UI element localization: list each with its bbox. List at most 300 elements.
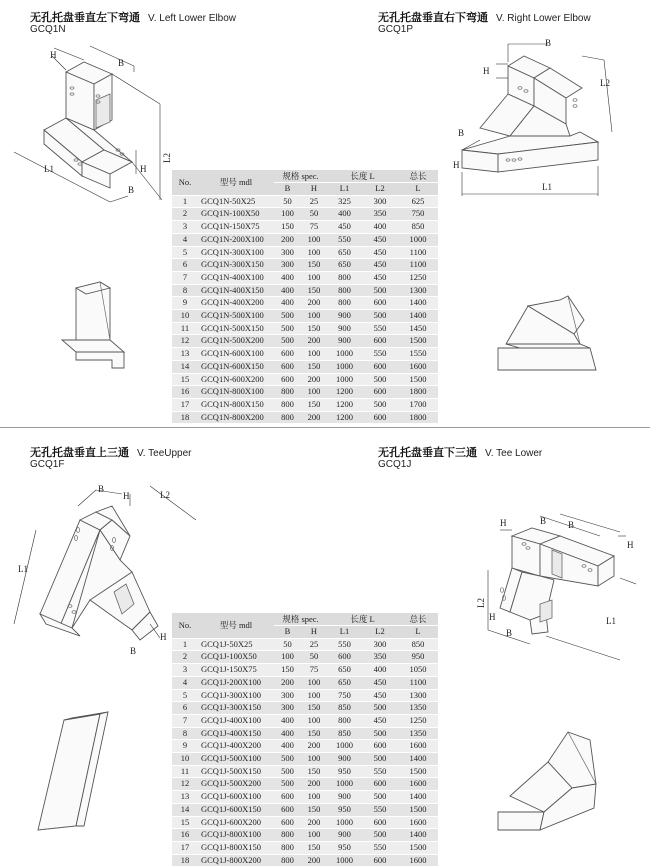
cell-model: GCQ1N-500X100 bbox=[198, 310, 274, 323]
table-row bbox=[172, 778, 438, 791]
cell-h: 100 bbox=[301, 246, 327, 259]
cell-h: 200 bbox=[301, 816, 327, 829]
table-row bbox=[172, 246, 438, 259]
table-row bbox=[172, 284, 438, 297]
cell-h: 150 bbox=[301, 727, 327, 740]
dim-label-h: H bbox=[453, 160, 460, 170]
cell-no: 13 bbox=[172, 348, 198, 361]
cell-model: GCQ1N-500X150 bbox=[198, 322, 274, 335]
cell-l1: 850 bbox=[327, 727, 362, 740]
cell-no: 12 bbox=[172, 335, 198, 348]
dim-label-b: B bbox=[128, 185, 135, 195]
cell-model: GCQ1J-400X200 bbox=[198, 740, 274, 753]
table-row bbox=[172, 753, 438, 766]
cell-h: 150 bbox=[301, 322, 327, 335]
dim-label-l2: L2 bbox=[476, 598, 486, 608]
dim-label-l1: L1 bbox=[606, 616, 616, 626]
cell-b: 50 bbox=[274, 195, 301, 208]
cell-l1: 550 bbox=[327, 638, 362, 651]
tee-upper-sketch bbox=[38, 712, 108, 830]
title-cn: 无孔托盘垂直下三通 bbox=[378, 446, 477, 459]
cell-no: 16 bbox=[172, 829, 198, 842]
cell-total: 1600 bbox=[398, 816, 438, 829]
cell-b: 500 bbox=[274, 335, 301, 348]
cell-l2: 450 bbox=[362, 271, 398, 284]
cell-b: 400 bbox=[274, 297, 301, 310]
cell-l2: 600 bbox=[362, 854, 398, 867]
cell-total: 1100 bbox=[398, 676, 438, 689]
cell-no: 11 bbox=[172, 765, 198, 778]
cell-model: GCQ1J-800X100 bbox=[198, 829, 274, 842]
spec-table-gcq1n bbox=[172, 170, 438, 424]
cell-no: 3 bbox=[172, 221, 198, 234]
cell-b: 200 bbox=[274, 233, 301, 246]
cell-b: 500 bbox=[274, 322, 301, 335]
cell-b: 600 bbox=[274, 373, 301, 386]
cell-l1: 1200 bbox=[327, 398, 362, 411]
table-row bbox=[172, 398, 438, 411]
cell-model: GCQ1N-400X100 bbox=[198, 271, 274, 284]
col-header-l1: L1 bbox=[327, 626, 362, 639]
cell-no: 18 bbox=[172, 411, 198, 424]
cell-l2: 500 bbox=[362, 753, 398, 766]
cell-no: 7 bbox=[172, 271, 198, 284]
cell-h: 200 bbox=[301, 778, 327, 791]
cell-b: 400 bbox=[274, 714, 301, 727]
dim-label-h: H bbox=[140, 164, 147, 174]
product-code: GCQ1J bbox=[378, 459, 412, 470]
cell-total: 1100 bbox=[398, 259, 438, 272]
cell-l2: 550 bbox=[362, 765, 398, 778]
cell-l1: 900 bbox=[327, 310, 362, 323]
dim-label-h: H bbox=[489, 612, 496, 622]
col-header-model: 型号 mdl bbox=[198, 170, 274, 195]
dim-label-b: B bbox=[545, 38, 552, 48]
cell-total: 1350 bbox=[398, 702, 438, 715]
cell-no: 13 bbox=[172, 791, 198, 804]
cell-no: 15 bbox=[172, 816, 198, 829]
col-header-length: 长度 L bbox=[327, 613, 398, 626]
dim-label-h: H bbox=[160, 632, 167, 642]
cell-h: 50 bbox=[301, 208, 327, 221]
cell-b: 500 bbox=[274, 765, 301, 778]
cell-l2: 550 bbox=[362, 803, 398, 816]
cell-l1: 450 bbox=[327, 221, 362, 234]
dim-label-b: B bbox=[568, 520, 575, 530]
cell-model: GCQ1N-150X75 bbox=[198, 221, 274, 234]
dim-label-b: B bbox=[118, 58, 125, 68]
cell-total: 1100 bbox=[398, 246, 438, 259]
cell-no: 10 bbox=[172, 310, 198, 323]
cell-l1: 1200 bbox=[327, 386, 362, 399]
cell-model: GCQ1J-800X200 bbox=[198, 854, 274, 867]
cell-l2: 500 bbox=[362, 373, 398, 386]
cell-model: GCQ1J-500X150 bbox=[198, 765, 274, 778]
cell-l2: 300 bbox=[362, 638, 398, 651]
cell-total: 1500 bbox=[398, 841, 438, 854]
col-header-l2: L2 bbox=[362, 626, 398, 639]
cell-model: GCQ1J-100X50 bbox=[198, 651, 274, 664]
cell-l1: 1000 bbox=[327, 740, 362, 753]
cell-l1: 950 bbox=[327, 841, 362, 854]
cell-l2: 350 bbox=[362, 208, 398, 221]
cell-l2: 450 bbox=[362, 233, 398, 246]
cell-model: GCQ1J-500X200 bbox=[198, 778, 274, 791]
cell-no: 3 bbox=[172, 664, 198, 677]
cell-l1: 950 bbox=[327, 803, 362, 816]
cell-l1: 550 bbox=[327, 233, 362, 246]
elbow-right-lower-sketch bbox=[498, 296, 596, 370]
cell-total: 1800 bbox=[398, 411, 438, 424]
table-row bbox=[172, 386, 438, 399]
cell-b: 50 bbox=[274, 638, 301, 651]
cell-b: 150 bbox=[274, 664, 301, 677]
cell-total: 1250 bbox=[398, 271, 438, 284]
cell-model: GCQ1J-300X150 bbox=[198, 702, 274, 715]
col-header-no: No. bbox=[172, 170, 198, 195]
cell-h: 200 bbox=[301, 740, 327, 753]
cell-b: 800 bbox=[274, 841, 301, 854]
table-row bbox=[172, 829, 438, 842]
spec-table-gcq1n-body bbox=[172, 195, 438, 424]
tee-lower-sketch bbox=[498, 732, 596, 830]
col-header-spec: 规格 spec. bbox=[274, 613, 327, 626]
table-row bbox=[172, 297, 438, 310]
cell-model: GCQ1N-300X150 bbox=[198, 259, 274, 272]
cell-l1: 900 bbox=[327, 322, 362, 335]
cell-h: 75 bbox=[301, 221, 327, 234]
cell-h: 150 bbox=[301, 841, 327, 854]
cell-no: 6 bbox=[172, 702, 198, 715]
cell-l1: 650 bbox=[327, 259, 362, 272]
cell-h: 200 bbox=[301, 335, 327, 348]
cell-b: 400 bbox=[274, 284, 301, 297]
col-header-b: B bbox=[274, 626, 301, 639]
cell-b: 600 bbox=[274, 803, 301, 816]
cell-h: 200 bbox=[301, 411, 327, 424]
spec-table-gcq1j-container bbox=[172, 613, 438, 867]
product-code: GCQ1F bbox=[30, 459, 65, 470]
cell-l1: 1000 bbox=[327, 854, 362, 867]
spec-table-gcq1j bbox=[172, 613, 438, 867]
cell-l1: 1000 bbox=[327, 360, 362, 373]
cell-no: 2 bbox=[172, 651, 198, 664]
cell-total: 1450 bbox=[398, 322, 438, 335]
col-header-h: H bbox=[301, 183, 327, 196]
cell-total: 1350 bbox=[398, 727, 438, 740]
cell-b: 600 bbox=[274, 816, 301, 829]
table-row bbox=[172, 676, 438, 689]
title-cn: 无孔托盘垂直左下弯通 bbox=[30, 11, 140, 24]
tee-upper-drawing bbox=[14, 484, 196, 656]
spec-table-gcq1j-body bbox=[172, 638, 438, 867]
cell-no: 7 bbox=[172, 714, 198, 727]
cell-l2: 500 bbox=[362, 791, 398, 804]
cell-model: GCQ1J-600X100 bbox=[198, 791, 274, 804]
cell-h: 150 bbox=[301, 360, 327, 373]
cell-model: GCQ1J-600X200 bbox=[198, 816, 274, 829]
cell-l2: 400 bbox=[362, 221, 398, 234]
cell-model: GCQ1J-400X150 bbox=[198, 727, 274, 740]
cell-no: 8 bbox=[172, 284, 198, 297]
cell-l1: 750 bbox=[327, 689, 362, 702]
cell-no: 9 bbox=[172, 740, 198, 753]
cell-h: 150 bbox=[301, 259, 327, 272]
col-header-total-l: L bbox=[398, 183, 438, 196]
table-row bbox=[172, 791, 438, 804]
cell-total: 1600 bbox=[398, 360, 438, 373]
spec-table-gcq1n-container bbox=[172, 170, 438, 424]
cell-b: 400 bbox=[274, 271, 301, 284]
col-header-total-l: L bbox=[398, 626, 438, 639]
cell-h: 100 bbox=[301, 753, 327, 766]
title-en: V. Tee Lower bbox=[485, 448, 543, 459]
table-row bbox=[172, 335, 438, 348]
table-row bbox=[172, 702, 438, 715]
cell-model: GCQ1N-400X150 bbox=[198, 284, 274, 297]
cell-l1: 650 bbox=[327, 664, 362, 677]
cell-b: 600 bbox=[274, 360, 301, 373]
cell-b: 800 bbox=[274, 411, 301, 424]
cell-h: 200 bbox=[301, 854, 327, 867]
dim-label-l2: L2 bbox=[162, 153, 172, 163]
cell-model: GCQ1J-400X100 bbox=[198, 714, 274, 727]
table-row bbox=[172, 689, 438, 702]
cell-no: 18 bbox=[172, 854, 198, 867]
cell-l1: 800 bbox=[327, 271, 362, 284]
cell-b: 200 bbox=[274, 676, 301, 689]
cell-l1: 900 bbox=[327, 335, 362, 348]
cell-l1: 1000 bbox=[327, 348, 362, 361]
cell-b: 100 bbox=[274, 651, 301, 664]
cell-h: 150 bbox=[301, 803, 327, 816]
cell-l2: 500 bbox=[362, 398, 398, 411]
cell-model: GCQ1N-200X100 bbox=[198, 233, 274, 246]
cell-total: 750 bbox=[398, 208, 438, 221]
cell-no: 14 bbox=[172, 803, 198, 816]
table-row bbox=[172, 841, 438, 854]
cell-no: 4 bbox=[172, 233, 198, 246]
cell-model: GCQ1J-300X100 bbox=[198, 689, 274, 702]
dim-label-l2: L2 bbox=[600, 78, 610, 88]
cell-b: 800 bbox=[274, 829, 301, 842]
cell-b: 500 bbox=[274, 778, 301, 791]
cell-total: 1500 bbox=[398, 803, 438, 816]
cell-no: 6 bbox=[172, 259, 198, 272]
cell-h: 25 bbox=[301, 195, 327, 208]
cell-h: 150 bbox=[301, 398, 327, 411]
cell-l2: 600 bbox=[362, 778, 398, 791]
title-en: V. Right Lower Elbow bbox=[496, 13, 591, 24]
dim-label-h: H bbox=[123, 491, 130, 501]
cell-total: 1000 bbox=[398, 233, 438, 246]
cell-b: 100 bbox=[274, 208, 301, 221]
cell-b: 150 bbox=[274, 221, 301, 234]
cell-no: 16 bbox=[172, 386, 198, 399]
cell-total: 1400 bbox=[398, 829, 438, 842]
cell-l2: 450 bbox=[362, 676, 398, 689]
cell-l2: 500 bbox=[362, 310, 398, 323]
cell-total: 1500 bbox=[398, 373, 438, 386]
dim-label-h: H bbox=[50, 50, 57, 60]
title-cn: 无孔托盘垂直右下弯通 bbox=[378, 11, 488, 24]
dim-label-b: B bbox=[98, 484, 105, 494]
cell-total: 1300 bbox=[398, 284, 438, 297]
col-header-length: 长度 L bbox=[327, 170, 398, 183]
title-en: V. Left Lower Elbow bbox=[148, 13, 237, 24]
table-row bbox=[172, 208, 438, 221]
cell-model: GCQ1J-600X150 bbox=[198, 803, 274, 816]
cell-l2: 600 bbox=[362, 386, 398, 399]
table-row bbox=[172, 727, 438, 740]
cell-l1: 400 bbox=[327, 208, 362, 221]
cell-b: 800 bbox=[274, 386, 301, 399]
elbow-right-lower-drawing bbox=[453, 38, 612, 196]
cell-total: 1400 bbox=[398, 297, 438, 310]
col-header-spec: 规格 spec. bbox=[274, 170, 327, 183]
cell-l2: 600 bbox=[362, 360, 398, 373]
cell-model: GCQ1J-800X150 bbox=[198, 841, 274, 854]
cell-model: GCQ1N-800X200 bbox=[198, 411, 274, 424]
dim-label-h: H bbox=[627, 540, 634, 550]
cell-l1: 325 bbox=[327, 195, 362, 208]
cell-l1: 1000 bbox=[327, 778, 362, 791]
cell-no: 11 bbox=[172, 322, 198, 335]
col-header-total: 总长 bbox=[398, 170, 438, 183]
cell-total: 1800 bbox=[398, 386, 438, 399]
cell-h: 100 bbox=[301, 310, 327, 323]
cell-l2: 450 bbox=[362, 259, 398, 272]
cell-total: 850 bbox=[398, 221, 438, 234]
cell-l2: 550 bbox=[362, 348, 398, 361]
table-row bbox=[172, 765, 438, 778]
cell-model: GCQ1N-400X200 bbox=[198, 297, 274, 310]
cell-total: 1500 bbox=[398, 765, 438, 778]
table-row bbox=[172, 322, 438, 335]
cell-total: 1050 bbox=[398, 664, 438, 677]
table-row bbox=[172, 373, 438, 386]
cell-l2: 500 bbox=[362, 284, 398, 297]
cell-l2: 500 bbox=[362, 702, 398, 715]
cell-total: 625 bbox=[398, 195, 438, 208]
dim-label-b: B bbox=[506, 628, 513, 638]
cell-model: GCQ1J-500X100 bbox=[198, 753, 274, 766]
cell-b: 300 bbox=[274, 689, 301, 702]
cell-b: 300 bbox=[274, 246, 301, 259]
cell-no: 17 bbox=[172, 398, 198, 411]
cell-h: 100 bbox=[301, 233, 327, 246]
cell-no: 17 bbox=[172, 841, 198, 854]
cell-model: GCQ1N-800X150 bbox=[198, 398, 274, 411]
col-header-l2: L2 bbox=[362, 183, 398, 196]
cell-model: GCQ1J-50X25 bbox=[198, 638, 274, 651]
cell-l1: 950 bbox=[327, 765, 362, 778]
cell-l2: 550 bbox=[362, 841, 398, 854]
dim-label-l1: L1 bbox=[542, 182, 552, 192]
cell-h: 150 bbox=[301, 765, 327, 778]
dim-label-h: H bbox=[500, 518, 507, 528]
table-row bbox=[172, 803, 438, 816]
cell-model: GCQ1N-800X100 bbox=[198, 386, 274, 399]
product-code: GCQ1N bbox=[30, 24, 66, 35]
cell-h: 200 bbox=[301, 297, 327, 310]
cell-l1: 800 bbox=[327, 297, 362, 310]
cell-model: GCQ1J-200X100 bbox=[198, 676, 274, 689]
table-row bbox=[172, 740, 438, 753]
cell-l1: 600 bbox=[327, 651, 362, 664]
cell-model: GCQ1N-600X150 bbox=[198, 360, 274, 373]
cell-l2: 600 bbox=[362, 740, 398, 753]
table-row bbox=[172, 411, 438, 424]
cell-l2: 600 bbox=[362, 411, 398, 424]
table-row bbox=[172, 348, 438, 361]
cell-no: 15 bbox=[172, 373, 198, 386]
cell-h: 25 bbox=[301, 638, 327, 651]
table-row bbox=[172, 360, 438, 373]
cell-h: 100 bbox=[301, 386, 327, 399]
table-row bbox=[172, 259, 438, 272]
cell-b: 600 bbox=[274, 348, 301, 361]
col-header-l1: L1 bbox=[327, 183, 362, 196]
cell-h: 150 bbox=[301, 702, 327, 715]
cell-l1: 1000 bbox=[327, 373, 362, 386]
cell-total: 1550 bbox=[398, 348, 438, 361]
cell-total: 1400 bbox=[398, 310, 438, 323]
cell-l1: 900 bbox=[327, 791, 362, 804]
cell-l1: 1200 bbox=[327, 411, 362, 424]
cell-l2: 450 bbox=[362, 246, 398, 259]
cell-no: 5 bbox=[172, 246, 198, 259]
table-row bbox=[172, 638, 438, 651]
cell-total: 950 bbox=[398, 651, 438, 664]
cell-no: 14 bbox=[172, 360, 198, 373]
cell-l2: 550 bbox=[362, 322, 398, 335]
cell-no: 2 bbox=[172, 208, 198, 221]
cell-l1: 650 bbox=[327, 676, 362, 689]
cell-total: 1500 bbox=[398, 335, 438, 348]
table-row bbox=[172, 651, 438, 664]
cell-b: 500 bbox=[274, 753, 301, 766]
cell-l1: 650 bbox=[327, 246, 362, 259]
cell-l2: 350 bbox=[362, 651, 398, 664]
cell-l2: 600 bbox=[362, 335, 398, 348]
dim-label-h: H bbox=[483, 66, 490, 76]
cell-l1: 900 bbox=[327, 829, 362, 842]
table-row bbox=[172, 195, 438, 208]
table-row bbox=[172, 854, 438, 867]
dim-label-b: B bbox=[540, 516, 547, 526]
cell-l1: 850 bbox=[327, 702, 362, 715]
cell-total: 1300 bbox=[398, 689, 438, 702]
col-header-h: H bbox=[301, 626, 327, 639]
cell-b: 800 bbox=[274, 854, 301, 867]
dim-label-b: B bbox=[130, 646, 137, 656]
table-row bbox=[172, 221, 438, 234]
cell-total: 1400 bbox=[398, 791, 438, 804]
dim-label-l2: L2 bbox=[160, 490, 170, 500]
cell-b: 500 bbox=[274, 310, 301, 323]
cell-h: 100 bbox=[301, 676, 327, 689]
cell-model: GCQ1N-600X200 bbox=[198, 373, 274, 386]
cell-total: 1400 bbox=[398, 753, 438, 766]
cell-model: GCQ1N-600X100 bbox=[198, 348, 274, 361]
cell-model: GCQ1N-300X100 bbox=[198, 246, 274, 259]
cell-l2: 600 bbox=[362, 297, 398, 310]
cell-l1: 800 bbox=[327, 284, 362, 297]
title-cn: 无孔托盘垂直上三通 bbox=[30, 446, 129, 459]
cell-l2: 500 bbox=[362, 727, 398, 740]
cell-h: 100 bbox=[301, 829, 327, 842]
